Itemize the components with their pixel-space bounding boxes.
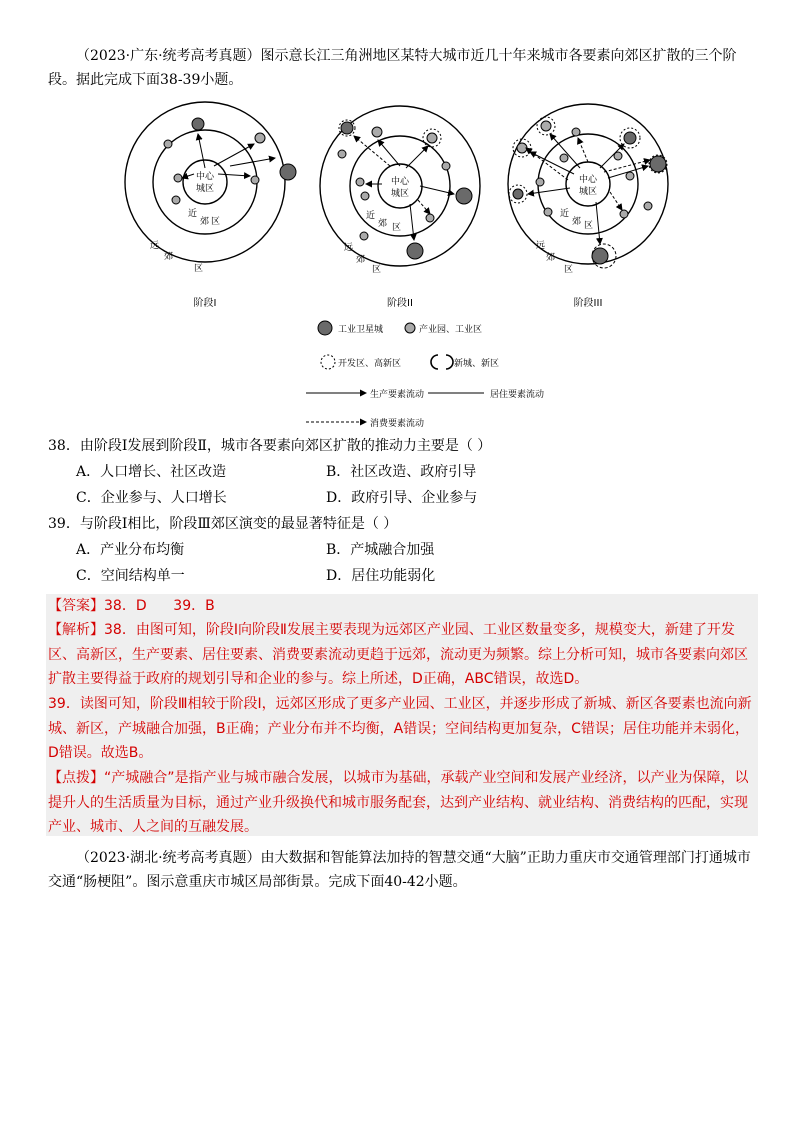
question-38-stem: 38．由阶段Ⅰ发展到阶段Ⅱ，城市各要素向郊区扩散的推动力主要是（ ） xyxy=(48,438,492,454)
stage-1-diagram xyxy=(125,102,296,309)
near-suburb-label: 郊 xyxy=(378,219,388,229)
tip-tag: 【点拨】 xyxy=(48,770,104,786)
legend-residential-flow: 居住要素流动 xyxy=(490,390,545,400)
center-label: 城区 xyxy=(390,189,410,199)
q39-option-c: C．空间结构单一 xyxy=(76,568,185,584)
tip-text: “产城融合”是指产业与城市融合发展，以城市为基础，承载产业空间和发展产业经济，以产业为保障，以提升人的生活质量为目标，通过产业升级换代和城市服务配套，达到产业结构、就业结构、消费结构的匹配，实现产业、城市、人之间的互融发展。 xyxy=(48,770,749,835)
far-suburb-label: 郊 xyxy=(546,253,556,263)
near-suburb-label: 近 xyxy=(188,209,198,219)
legend-production-flow: 生产要素流动 xyxy=(370,390,425,400)
tip xyxy=(48,766,756,840)
q39-option-d: D．居住功能弱化 xyxy=(326,568,436,584)
near-suburb-label: 郊 xyxy=(572,217,582,227)
analysis-tag: 【解析】 xyxy=(48,622,104,638)
center-label: 中心 xyxy=(195,172,215,182)
far-suburb-label: 远 xyxy=(536,241,546,251)
intro-paragraph-2: （2023·湖北·统考高考真题）由大数据和智能算法加持的智慧交通“大脑”正助力重庆市交通管理部门打通城市交通“肠梗阻”。图示意重庆市城区局部街景。完成下面40-42小题。 xyxy=(48,850,751,890)
near-suburb-label: 近 xyxy=(560,209,570,219)
far-suburb-label: 区 xyxy=(194,264,204,274)
near-suburb-label: 区 xyxy=(392,223,402,233)
q39-option-b: B．产城融合加强 xyxy=(326,542,435,558)
figure-legend xyxy=(306,321,544,429)
center-label: 中心 xyxy=(390,177,410,187)
legend-dev-zone: 开发区、高新区 xyxy=(338,359,402,369)
far-suburb-label: 远 xyxy=(150,241,160,251)
q38-option-d: D．政府引导、企业参与 xyxy=(326,490,478,506)
answer-tag: 【答案】 xyxy=(48,598,104,614)
analysis-38-text: 38．由图可知，阶段Ⅰ向阶段Ⅱ发展主要表现为远郊区产业园、工业区数量变多，规模变大，新建了开发区、高新区，生产要素、居住要素、消费要素流动更趋于远郊，流动更为频繁。综上分析可知，城市各要素向郊区扩散主要得益于政府的规划引导和企业的参与。综上所述，D正确，ABC错误，故选D。 xyxy=(48,622,748,687)
intro-paragraph-1: （2023·广东·统考高考真题）图示意长江三角洲地区某特大城市近几十年来城市各要素向郊区扩散的三个阶段。据此完成下面38-39小题。 xyxy=(48,48,737,88)
q38-option-a: A．人口增长、社区改造 xyxy=(76,464,227,480)
q39-option-a: A．产业分布均衡 xyxy=(76,542,185,558)
legend-industrial-park: 产业园、工业区 xyxy=(419,325,483,335)
center-label: 中心 xyxy=(578,175,598,185)
q38-option-c: C．企业参与、人口增长 xyxy=(76,490,227,506)
urban-diffusion-figure xyxy=(110,96,690,436)
far-suburb-label: 远 xyxy=(344,243,354,253)
center-label: 城区 xyxy=(578,187,598,197)
near-suburb-label: 区 xyxy=(584,221,594,231)
analysis-39: 39．读图可知，阶段Ⅲ相较于阶段Ⅰ，远郊区形成了更多产业园、工业区，并逐步形成了新城、新区各要素也流向新城、新区，产城融合加强，B正确；产业分布并不均衡，A错误；空间结构更加复杂，C错误；居住功能并未弱化，D错误。故选B。 xyxy=(48,696,752,761)
far-suburb-label: 区 xyxy=(564,265,574,275)
far-suburb-label: 区 xyxy=(372,265,382,275)
legend-satellite-city: 工业卫星城 xyxy=(338,325,384,335)
near-suburb-label: 近 xyxy=(366,211,376,221)
center-label: 城区 xyxy=(195,184,215,194)
legend-consumption-flow: 消费要素流动 xyxy=(370,419,425,429)
stage-2-diagram xyxy=(320,106,480,309)
far-suburb-label: 郊 xyxy=(164,252,174,262)
stage-label: 阶段II xyxy=(387,298,413,309)
stage-label: 阶段III xyxy=(573,298,603,309)
near-suburb-label: 郊 xyxy=(200,217,210,227)
question-39-stem: 39．与阶段Ⅰ相比，阶段Ⅲ郊区演变的最显著特征是（ ） xyxy=(48,516,398,532)
analysis-38 xyxy=(48,618,756,692)
answer-line xyxy=(48,594,756,619)
stage-3-diagram xyxy=(508,104,668,309)
near-suburb-label: 区 xyxy=(211,217,221,227)
stage-label: 阶段I xyxy=(193,298,217,309)
far-suburb-label: 郊 xyxy=(356,255,366,265)
q38-option-b: B．社区改造、政府引导 xyxy=(326,464,477,480)
legend-new-town: 新城、新区 xyxy=(454,359,500,369)
answer-text: 38．D 39．B xyxy=(104,598,215,614)
